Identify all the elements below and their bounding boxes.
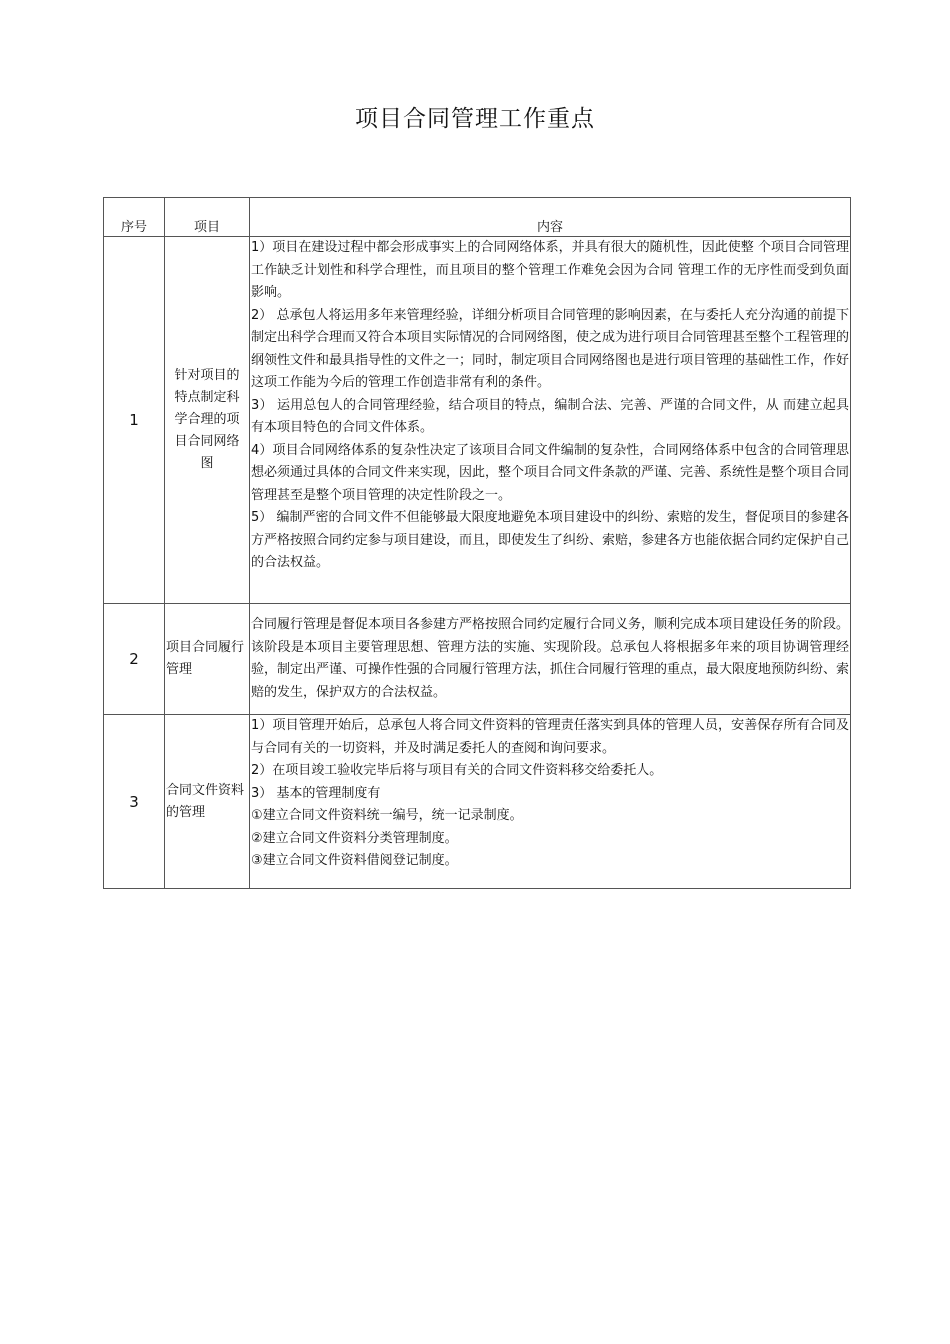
page-title: 项目合同管理工作重点 xyxy=(355,106,595,132)
content-paragraph: ③建立合同文件资料借阅登记制度。 xyxy=(251,853,458,868)
header-content: 内容 xyxy=(250,198,851,237)
content-paragraph: 1）项目管理开始后，总承包人将合同文件资料的管理责任落实到具体的管理人员，安善保存所有合同及与合同有关的一切资料，并及时满足委托人的查阅和询问要求。 xyxy=(251,718,849,756)
content-paragraph: 3） 基本的管理制度有 xyxy=(251,785,381,801)
table-row xyxy=(104,237,851,604)
table-row xyxy=(104,604,851,715)
header-no: 序号 xyxy=(104,198,165,237)
table-row xyxy=(104,715,851,889)
row-item: 合同文件资料的管理 xyxy=(165,715,250,889)
content-paragraph: ①建立合同文件资料统一编号，统一记录制度。 xyxy=(251,808,523,823)
row-content xyxy=(250,604,851,715)
row-item: 针对项目的特点制定科学合理的项目合同网络图 xyxy=(165,237,250,604)
content-paragraph: ②建立合同文件资料分类管理制度。 xyxy=(251,830,458,846)
row-number: 3 xyxy=(104,715,165,889)
content-paragraph: 2）在项目竣工验收完毕后将与项目有关的合同文件资料移交给委托人。 xyxy=(251,763,663,778)
row-number: 1 xyxy=(104,237,165,604)
table-header-row xyxy=(104,198,851,237)
row-item: 项目合同履行管理 xyxy=(165,604,250,715)
content-paragraph: 合同履行管理是督促本项目各参建方严格按照合同约定履行合同义务，顺利完成本项目建设任务的阶段。该阶段是本项目主要管理思想、管理方法的实施、实现阶段。总承包人将根据多年来的项目协调管理经验，制定出严谨、可操作性强的合同履行管理方法，抓住合同履行管理的重点，最大限度地预防纠纷、索赔的发生，保护双方的合法权益。 xyxy=(251,617,850,700)
content-paragraph: 3） 运用总包人的合同管理经验，结合项目的特点，编制合法、完善、严谨的合同文件，从 而建立起具有本项目特色的合同文件体系。 xyxy=(251,397,849,435)
content-paragraph: 4）项目合同网络体系的复杂性决定了该项目合同文件编制的复杂性，合同网络体系中包含的合同管理思想必须通过具体的合同文件来实现，因此，整个项目合同文件条款的严谨、完善、系统性是整个项目合同管理甚至是整个项目管理的决定性阶段之一。 xyxy=(251,442,850,503)
content-paragraph: 2） 总承包人将运用多年来管理经验，详细分析项目合同管理的影响因素，在与委托人充分沟通的前提下制定出科学合理而又符合本项目实际情况的合同网络图，使之成为进行项目合同管理甚至整个工程管理的纲领性文件和最具指导性的文件之一；同时，制定项目合同网络图也是进行项目管理的基础性工作，作好这项工作能为今后的管理工作创造非常有利的条件。 xyxy=(251,307,850,390)
row-number: 2 xyxy=(104,604,165,715)
work-focus-table xyxy=(103,197,851,889)
row-content xyxy=(250,715,851,889)
header-item: 项目 xyxy=(165,198,250,237)
content-paragraph: 5） 编制严密的合同文件不但能够最大限度地避免本项目建设中的纠纷、索赔的发生，督促项目的参建各方严格按照合同约定参与项目建设，而且，即使发生了纠纷、索赔，参建各方也能依据合同约定保护自己的合法权益。 xyxy=(251,510,850,570)
content-paragraph: 1）项目在建设过程中都会形成事实上的合同网络体系，并具有很大的随机性，因此使整 个项目合同管理工作缺乏计划性和科学合理性，而且项目的整个管理工作难免会因为合同 管理工作的无序性而受到负面影响。 xyxy=(251,240,849,300)
row-content xyxy=(250,237,851,604)
